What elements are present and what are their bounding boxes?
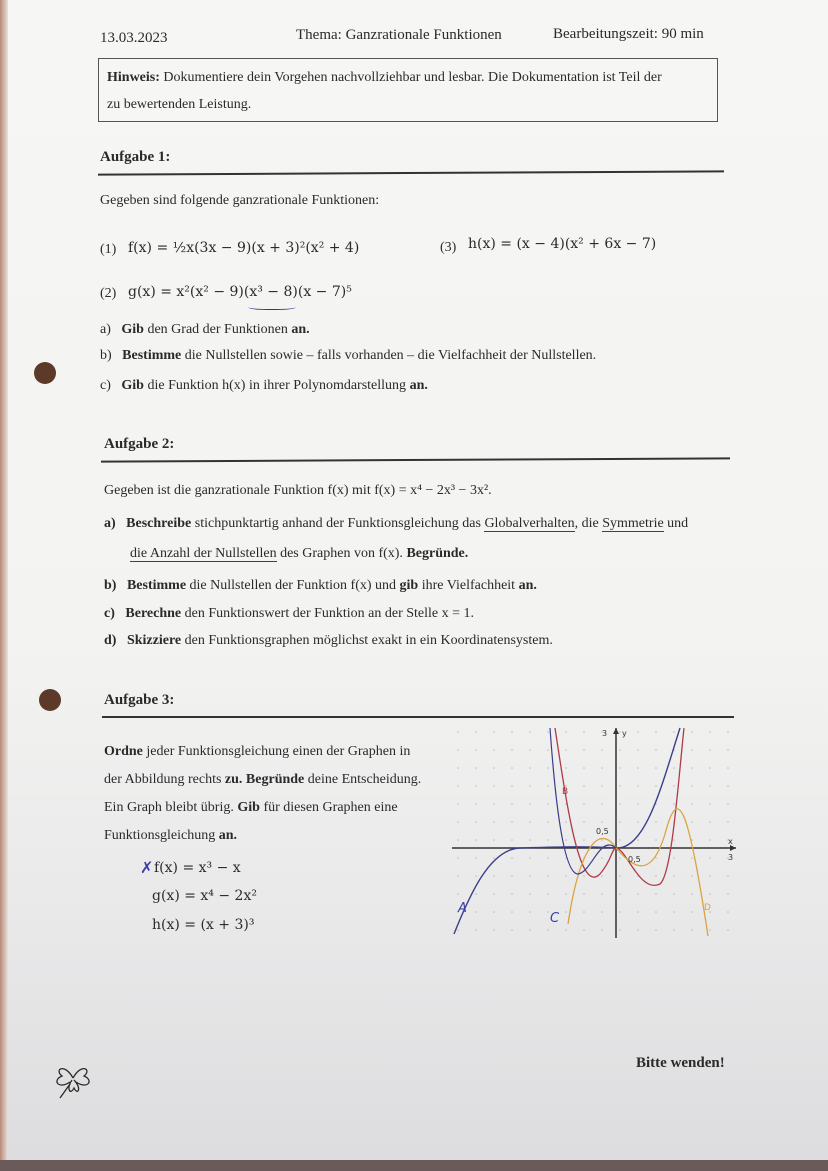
task1-f2-num: (2) bbox=[100, 286, 117, 301]
task2-d-verb: Skizziere bbox=[126, 633, 182, 648]
task3-eq-h: h(x) = (x + 3)³ bbox=[152, 917, 255, 933]
task3-rule bbox=[102, 716, 734, 718]
grid-dot bbox=[655, 731, 657, 733]
grid-dot bbox=[547, 767, 549, 769]
task1-rule bbox=[98, 170, 724, 175]
task1-f2: g(x) = x²(x² − 9)(x³ − 8)(x − 7)⁵ bbox=[128, 284, 352, 300]
grid-dot bbox=[511, 731, 513, 733]
task1-a-text: den Grad der Funktionen bbox=[147, 322, 288, 337]
task2-d bbox=[104, 633, 553, 649]
task2-b-text2: ihre Vielfachheit bbox=[421, 578, 516, 593]
grid-dot bbox=[673, 785, 675, 787]
grid-dot bbox=[511, 803, 513, 805]
grid-dot bbox=[655, 821, 657, 823]
grid-dot bbox=[727, 803, 729, 805]
grid-dot bbox=[619, 839, 621, 841]
y-half-label: 0,5 bbox=[596, 827, 609, 836]
grid-dot bbox=[673, 839, 675, 841]
grid-dot bbox=[673, 857, 675, 859]
task2-b-letter: b) bbox=[104, 578, 117, 593]
grid-dot bbox=[673, 767, 675, 769]
grid-dot bbox=[547, 857, 549, 859]
grid-dot bbox=[655, 785, 657, 787]
grid-dot bbox=[655, 929, 657, 931]
grid-dot bbox=[619, 749, 621, 751]
grid-dot bbox=[637, 929, 639, 931]
grid-dot bbox=[493, 929, 495, 931]
hint-text-2: zu bewertenden Leistung. bbox=[107, 97, 252, 112]
curve-cubic-shifted bbox=[454, 728, 680, 934]
task2-b-verb2: gib bbox=[399, 578, 419, 593]
grid-dot bbox=[547, 929, 549, 931]
task1-a-verb: Gib bbox=[121, 322, 144, 337]
task3-eq-g: g(x) = x⁴ − 2x² bbox=[152, 888, 257, 904]
task2-c-text: den Funktionswert der Funktion an der Stelle x = 1. bbox=[184, 606, 475, 621]
grid-dot bbox=[457, 929, 459, 931]
grid-dot bbox=[583, 893, 585, 895]
task1-a-end: an. bbox=[291, 322, 310, 337]
grid-dot bbox=[457, 821, 459, 823]
grid-dot bbox=[655, 875, 657, 877]
grid-dot bbox=[583, 749, 585, 751]
grid-dot bbox=[655, 749, 657, 751]
grid-dot bbox=[529, 821, 531, 823]
grid-dot bbox=[619, 875, 621, 877]
grid-dot bbox=[565, 929, 567, 931]
grid-dot bbox=[691, 731, 693, 733]
task2-a bbox=[104, 516, 688, 532]
grid-dot bbox=[637, 785, 639, 787]
grid-dot bbox=[709, 875, 711, 877]
grid-dot bbox=[529, 749, 531, 751]
handwritten-check-mark: ✗ bbox=[140, 858, 154, 877]
grid-dot bbox=[493, 911, 495, 913]
grid-dot bbox=[511, 929, 513, 931]
task3-l4-end: an. bbox=[218, 828, 238, 843]
grid-dot bbox=[475, 857, 477, 859]
grid-dot bbox=[601, 929, 603, 931]
grid-dot bbox=[691, 767, 693, 769]
grid-dot bbox=[457, 893, 459, 895]
grid-dot bbox=[637, 893, 639, 895]
grid-dot bbox=[709, 731, 711, 733]
grid-dot bbox=[619, 803, 621, 805]
grid-dot bbox=[511, 839, 513, 841]
grid-dot bbox=[529, 893, 531, 895]
task3-l3-end: für diesen Graphen eine bbox=[263, 800, 398, 815]
grid-dot bbox=[727, 821, 729, 823]
grid-dot bbox=[655, 839, 657, 841]
grid-dot bbox=[565, 767, 567, 769]
task2-a-end: Begründe. bbox=[406, 546, 469, 561]
task2-b-end: an. bbox=[518, 578, 537, 593]
date: 13.03.2023 bbox=[100, 30, 168, 46]
grid-dot bbox=[727, 929, 729, 931]
g-underline-mark bbox=[248, 303, 296, 310]
task3-l3-verb: Gib bbox=[237, 800, 260, 815]
grid-dot bbox=[709, 857, 711, 859]
grid-dot bbox=[475, 929, 477, 931]
task2-a-symmetrie: Symmetrie bbox=[602, 516, 664, 531]
grid-dot bbox=[619, 731, 621, 733]
task1-f3-num: (3) bbox=[440, 240, 457, 255]
punch-hole-top bbox=[34, 362, 56, 384]
grid-dot bbox=[727, 731, 729, 733]
grid-dot bbox=[511, 857, 513, 859]
task3-l2-verb: Begründe bbox=[245, 772, 305, 787]
grid-dot bbox=[547, 749, 549, 751]
x-axis-label: x bbox=[728, 837, 733, 846]
grid-dot bbox=[529, 857, 531, 859]
task3-title: Aufgabe 3: bbox=[104, 692, 175, 708]
grid-dot bbox=[601, 875, 603, 877]
grid-dot bbox=[493, 893, 495, 895]
grid-dot bbox=[547, 911, 549, 913]
grid-dot bbox=[565, 875, 567, 877]
handwritten-label-a: A bbox=[458, 901, 467, 916]
task2-b bbox=[104, 578, 537, 594]
grid-dot bbox=[727, 767, 729, 769]
grid-dot bbox=[583, 821, 585, 823]
grid-dot bbox=[493, 803, 495, 805]
paper-bottom-edge bbox=[0, 1160, 828, 1171]
task2-d-letter: d) bbox=[104, 633, 117, 648]
grid-dot bbox=[475, 875, 477, 877]
grid-dot bbox=[691, 893, 693, 895]
grid-dot bbox=[673, 731, 675, 733]
task3-l2-zu: zu. bbox=[224, 772, 243, 787]
grid-dot bbox=[691, 875, 693, 877]
task2-c-letter: c) bbox=[104, 606, 115, 621]
grid-dot bbox=[691, 929, 693, 931]
curve-blue-left bbox=[550, 728, 616, 874]
grid-dot bbox=[673, 929, 675, 931]
footer-turn-over: Bitte wenden! bbox=[636, 1055, 725, 1071]
grid-dot bbox=[547, 803, 549, 805]
task1-c-end: an. bbox=[409, 378, 428, 393]
grid-dot bbox=[601, 893, 603, 895]
grid-dot bbox=[493, 767, 495, 769]
grid-dot bbox=[691, 857, 693, 859]
grid-dot bbox=[511, 911, 513, 913]
grid-dot bbox=[583, 785, 585, 787]
grid-dot bbox=[619, 911, 621, 913]
task2-rule bbox=[101, 457, 730, 462]
grid-dot bbox=[637, 731, 639, 733]
task1-f1-num: (1) bbox=[100, 242, 117, 257]
grid-dot bbox=[727, 893, 729, 895]
grid-dot bbox=[601, 785, 603, 787]
grid-dot bbox=[529, 803, 531, 805]
grid-dot bbox=[601, 803, 603, 805]
grid-dot bbox=[709, 893, 711, 895]
task2-c-verb: Berechne bbox=[125, 606, 182, 621]
x-tick-label: 3 bbox=[728, 853, 734, 862]
grid-dot bbox=[493, 839, 495, 841]
grid-dot bbox=[637, 839, 639, 841]
grid-dot bbox=[547, 731, 549, 733]
task1-b-letter: b) bbox=[100, 348, 112, 363]
grid-dot bbox=[493, 731, 495, 733]
task1-c-text: die Funktion h(x) in ihrer Polynomdarstellung bbox=[147, 378, 407, 393]
grid-dot bbox=[511, 767, 513, 769]
grid-dot bbox=[475, 731, 477, 733]
grid-dot bbox=[655, 893, 657, 895]
y-axis-arrow bbox=[613, 728, 619, 734]
grid-dot bbox=[529, 785, 531, 787]
task2-a-cont bbox=[130, 546, 468, 562]
grid-dot bbox=[619, 929, 621, 931]
curve-quartic bbox=[555, 728, 684, 885]
grid-dot bbox=[493, 749, 495, 751]
task2-a-text4: des Graphen von f(x). bbox=[280, 546, 403, 561]
task3-eq-f: f(x) = x³ − x bbox=[154, 860, 241, 876]
grid-dot bbox=[565, 839, 567, 841]
task2-a-nullstellen: die Anzahl der Nullstellen bbox=[130, 546, 277, 561]
grid-dot bbox=[457, 857, 459, 859]
function-graph bbox=[450, 724, 740, 940]
grid-dot bbox=[457, 839, 459, 841]
grid-dot bbox=[565, 803, 567, 805]
topic: Thema: Ganzrationale Funktionen bbox=[296, 27, 502, 43]
grid-dot bbox=[547, 875, 549, 877]
grid-dot bbox=[583, 731, 585, 733]
task2-intro: Gegeben ist die ganzrationale Funktion f(x) mit f(x) = x⁴ − 2x³ − 3x². bbox=[104, 483, 492, 498]
task2-d-text: den Funktionsgraphen möglichst exakt in ein Koordinatensystem. bbox=[184, 633, 553, 648]
grid-dot bbox=[619, 857, 621, 859]
grid-dot bbox=[583, 929, 585, 931]
grid-dot bbox=[637, 749, 639, 751]
task2-a-text2: , die bbox=[574, 516, 599, 531]
grid-dot bbox=[475, 893, 477, 895]
grid-dot bbox=[673, 803, 675, 805]
hint-box bbox=[98, 58, 718, 122]
task3-l1: jeder Funktionsgleichung einen der Graphen in bbox=[146, 744, 411, 759]
task2-a-text1: stichpunktartig anhand der Funktionsgleichung das bbox=[194, 516, 481, 531]
grid-dot bbox=[529, 839, 531, 841]
grid-dot bbox=[511, 875, 513, 877]
grid-dot bbox=[601, 749, 603, 751]
y-axis-label: y bbox=[622, 729, 627, 738]
grid-dot bbox=[493, 821, 495, 823]
task2-a-text3: und bbox=[667, 516, 689, 531]
grid-dot bbox=[529, 731, 531, 733]
task2-title: Aufgabe 2: bbox=[104, 436, 175, 452]
grid-dot bbox=[583, 839, 585, 841]
grid-dot bbox=[547, 893, 549, 895]
grid-dot bbox=[547, 821, 549, 823]
task2-a-globalverhalten: Globalverhalten bbox=[484, 516, 575, 531]
grid-dot bbox=[727, 785, 729, 787]
task3-l3: Ein Graph bleibt übrig. bbox=[104, 800, 234, 815]
grid-dot bbox=[493, 875, 495, 877]
grid-dot bbox=[619, 893, 621, 895]
task3-l2: der Abbildung rechts bbox=[104, 772, 222, 787]
grid-dot bbox=[709, 839, 711, 841]
grid-dot bbox=[619, 785, 621, 787]
grid-dot bbox=[637, 911, 639, 913]
grid-dot bbox=[475, 911, 477, 913]
task1-b-text: die Nullstellen sowie – falls vorhanden – die Vielfachheit der Nullstellen. bbox=[184, 348, 597, 363]
grid-dot bbox=[619, 821, 621, 823]
grid-dot bbox=[457, 749, 459, 751]
grid-dot bbox=[565, 893, 567, 895]
grid-dot bbox=[475, 839, 477, 841]
clover-icon bbox=[50, 1058, 96, 1100]
time-limit: Bearbeitungszeit: 90 min bbox=[553, 26, 704, 42]
grid-dot bbox=[457, 767, 459, 769]
handwritten-label-c: C bbox=[550, 911, 560, 926]
task1-title: Aufgabe 1: bbox=[100, 149, 171, 165]
grid-dot bbox=[691, 803, 693, 805]
grid-dot bbox=[583, 875, 585, 877]
task2-a-letter: a) bbox=[104, 516, 116, 531]
grid-dot bbox=[475, 767, 477, 769]
y-top-label: 3 bbox=[602, 729, 608, 738]
task2-a-verb: Beschreibe bbox=[126, 516, 192, 531]
task1-a-letter: a) bbox=[100, 322, 111, 337]
grid-dot bbox=[511, 893, 513, 895]
grid-dot bbox=[673, 875, 675, 877]
task3-l1-verb: Ordne bbox=[104, 744, 143, 759]
paper-edge bbox=[0, 0, 8, 1171]
grid-dot bbox=[655, 857, 657, 859]
task1-intro: Gegeben sind folgende ganzrationale Funktionen: bbox=[100, 193, 380, 208]
grid-dot bbox=[709, 785, 711, 787]
grid-dot bbox=[457, 803, 459, 805]
grid-dot bbox=[457, 731, 459, 733]
grid-dot bbox=[709, 803, 711, 805]
task3-text bbox=[104, 738, 444, 850]
grid-dot bbox=[727, 749, 729, 751]
grid-dot bbox=[673, 893, 675, 895]
grid-dot bbox=[475, 821, 477, 823]
grid-dot bbox=[691, 785, 693, 787]
punch-hole-bottom bbox=[39, 689, 61, 711]
grid-dot bbox=[475, 803, 477, 805]
task1-c-verb: Gib bbox=[121, 378, 144, 393]
curve-orange bbox=[568, 809, 708, 936]
grid-dot bbox=[619, 767, 621, 769]
grid-dot bbox=[529, 875, 531, 877]
grid-dot bbox=[637, 767, 639, 769]
task1-b-verb: Bestimme bbox=[122, 348, 182, 363]
grid-dot bbox=[511, 785, 513, 787]
grid-dot bbox=[565, 821, 567, 823]
grid-dot bbox=[493, 857, 495, 859]
grid-dot bbox=[673, 911, 675, 913]
grid-dot bbox=[583, 911, 585, 913]
task1-a bbox=[100, 322, 310, 338]
grid-dot bbox=[601, 911, 603, 913]
grid-dot bbox=[637, 803, 639, 805]
grid-dot bbox=[601, 821, 603, 823]
grid-dot bbox=[475, 785, 477, 787]
grid-dot bbox=[709, 929, 711, 931]
task3-l2-end: deine Entscheidung. bbox=[307, 772, 422, 787]
grid-dot bbox=[565, 731, 567, 733]
grid-dot bbox=[493, 785, 495, 787]
x-half-label: 0,5 bbox=[628, 855, 641, 864]
grid-dot bbox=[709, 767, 711, 769]
grid-dot bbox=[547, 785, 549, 787]
grid-dot bbox=[511, 749, 513, 751]
grid-dot bbox=[529, 767, 531, 769]
grid-dot bbox=[691, 821, 693, 823]
task1-b bbox=[100, 348, 596, 364]
task1-c-letter: c) bbox=[100, 378, 111, 393]
hint-label: Hinweis: bbox=[107, 70, 160, 85]
task1-c bbox=[100, 378, 428, 394]
grid-dot bbox=[727, 911, 729, 913]
grid-dot bbox=[457, 785, 459, 787]
grid-dot bbox=[565, 749, 567, 751]
grid-dot bbox=[475, 749, 477, 751]
grid-dot bbox=[457, 875, 459, 877]
grid-dot bbox=[601, 839, 603, 841]
grid-dot bbox=[511, 821, 513, 823]
graph-label-d: D bbox=[704, 903, 711, 913]
task2-c bbox=[104, 606, 474, 622]
grid-dot bbox=[601, 857, 603, 859]
grid-dot bbox=[727, 875, 729, 877]
grid-dot bbox=[655, 767, 657, 769]
grid-dot bbox=[691, 911, 693, 913]
grid-dot bbox=[583, 803, 585, 805]
task1-f1: f(x) = ½x(3x − 9)(x + 3)²(x² + 4) bbox=[128, 240, 360, 256]
grid-dot bbox=[529, 911, 531, 913]
grid-dot bbox=[691, 749, 693, 751]
task2-b-text: die Nullstellen der Funktion f(x) und bbox=[189, 578, 397, 593]
graph-label-b: B bbox=[562, 787, 569, 797]
task2-b-verb: Bestimme bbox=[126, 578, 187, 593]
grid-dot bbox=[547, 839, 549, 841]
grid-dot bbox=[709, 821, 711, 823]
grid-dot bbox=[601, 767, 603, 769]
grid-dot bbox=[565, 911, 567, 913]
task1-f3: h(x) = (x − 4)(x² + 6x − 7) bbox=[468, 236, 657, 252]
grid-dot bbox=[583, 767, 585, 769]
task3-l4: Funktionsgleichung bbox=[104, 828, 216, 843]
grid-dot bbox=[529, 929, 531, 931]
grid-dot bbox=[655, 911, 657, 913]
grid-dot bbox=[709, 749, 711, 751]
grid-dot bbox=[637, 821, 639, 823]
hint-text: Dokumentiere dein Vorgehen nachvollziehbar und lesbar. Die Dokumentation ist Teil der bbox=[163, 70, 662, 85]
